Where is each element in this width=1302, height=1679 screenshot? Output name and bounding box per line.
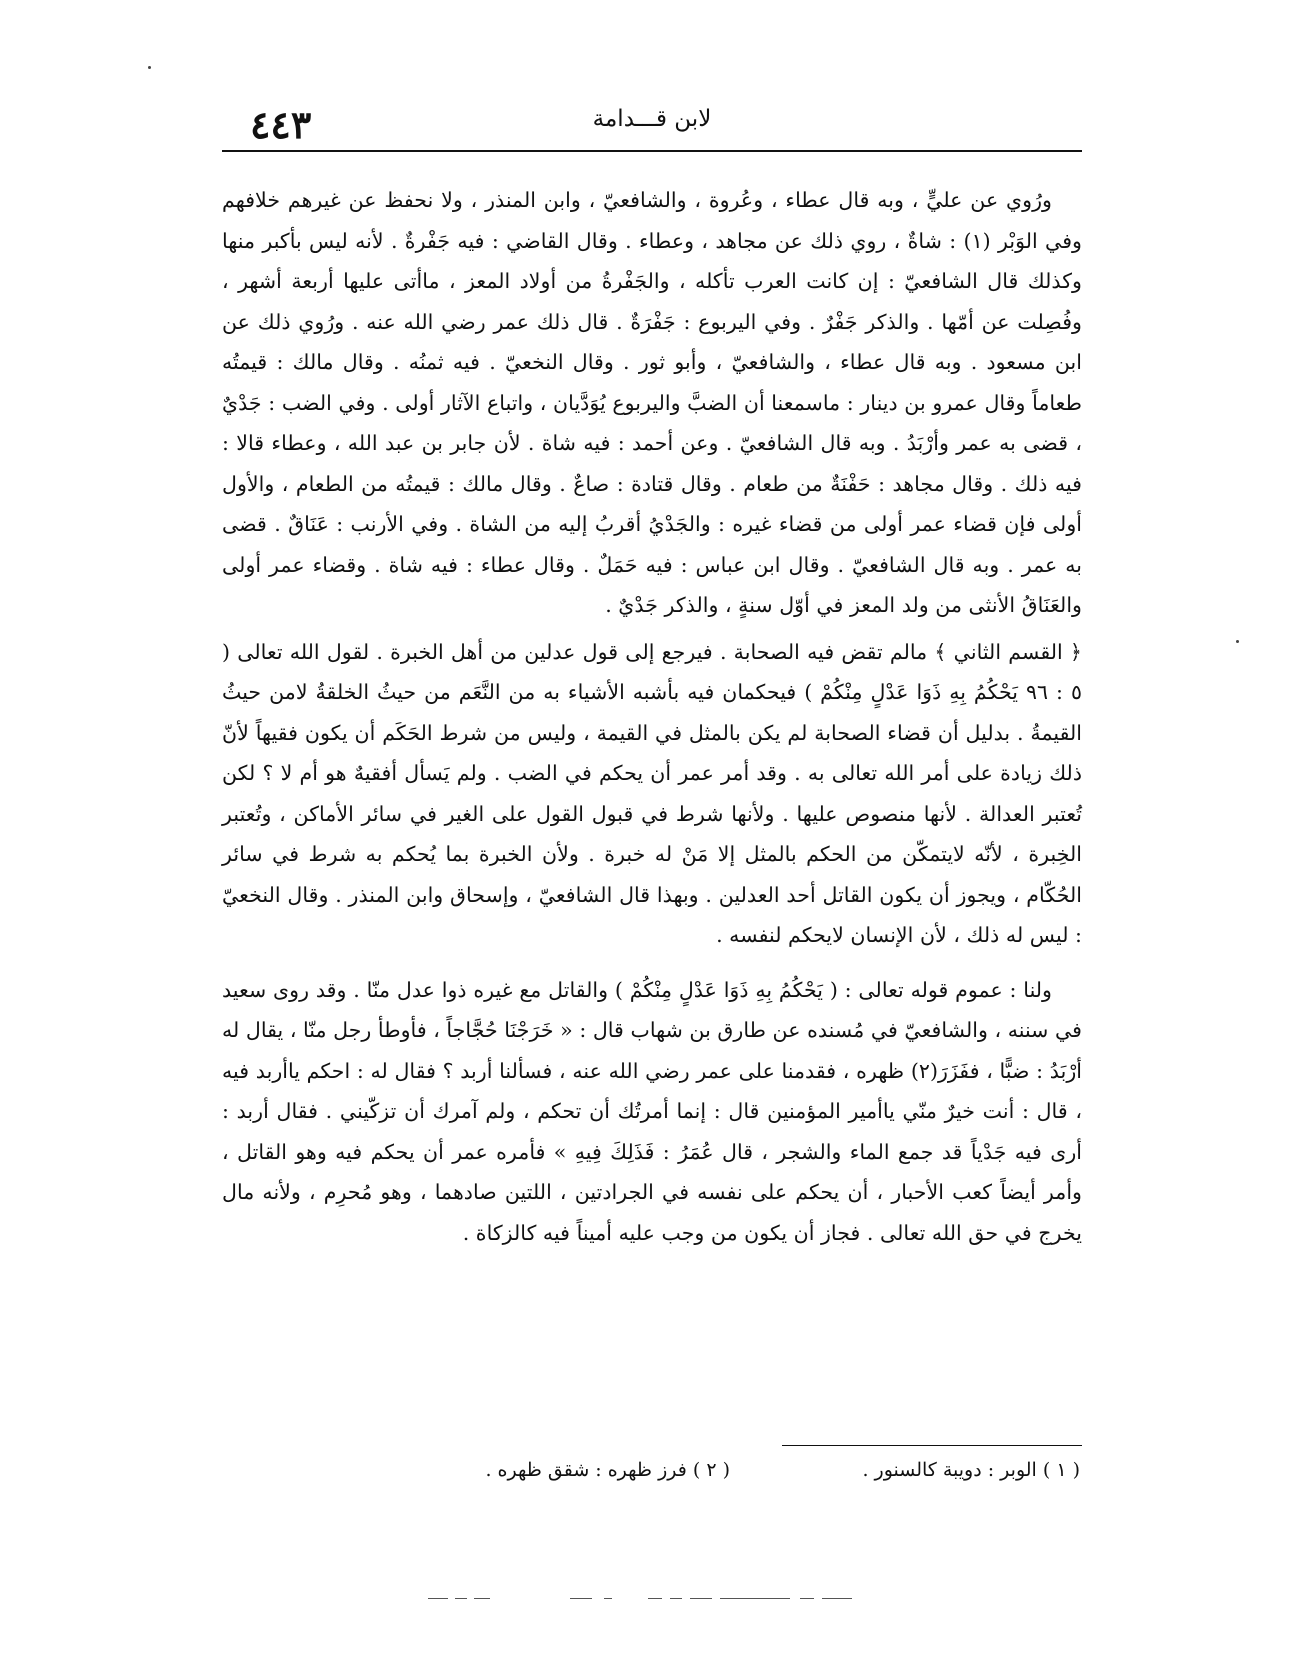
paragraph-2: ﴿ القسم الثاني ﴾ مالم تقض فيه الصحابة . فيرجع إلى قول عدلين من أهل الخبرة . لقول الله تعالى ( ٥ : ٩٦ يَحْكُمُ بِهِ ذَوَا عَدْلٍ مِنْكُمْ ) فيحكمان فيه بأشبه الأشياء به من النَّعَم من حيثُ الخلقةُ لامن حيثُ القيمةُ . بدليل أن قضاء الصحابة لم يكن بالمثل في القيمة ، وليس من شرط الحَكَم أن يكون فقيهاً لأنّ ذلك زيادة على أمر الله تعالى به . وقد أمر عمر أن يحكم في الضب . ولم يَسأل أفقيهٌ هو أم لا ؟ لكن تُعتبر العدالة . لأنها منصوص عليها . ولأنها شرط في قبول القول على الغير في سائر الأماكن ، وتُعتبر الخِبرة ، لأنّه لايتمكّن من الحكم بالمثل إلا مَنْ له خبرة . ولأن الخبرة بما يُحكم به شرط في سائر الحُكّام ، ويجوز أن يكون القاتل أحد العدلين . وبهذا قال الشافعيّ ، وإسحاق وابن المنذر . وقال النخعيّ : ليس له ذلك ، لأن الإنسان لايحكم لنفسه . <box>222 639 1082 947</box>
running-title: لابن قـــدامة <box>592 106 712 132</box>
scan-mark <box>720 1598 790 1599</box>
paragraph-1: ورُوي عن عليٍّ ، وبه قال عطاء ، وعُروة ، والشافعيّ ، وابن المنذر ، ولا نحفظ عن غيرهم خلافهم وفي الوَبْر (١) : شاةٌ ، روي ذلك عن مجاهد ، وعطاء . وقال القاضي : فيه جَفْرةٌ . لأنه ليس بأكبر منها وكذلك قال الشافعيّ : إن كانت العرب تأكله ، والجَفْرةُ من أولاد المعز ، ماأتى عليها أربعة أشهر ، وفُصِلت عن أمّها . والذكر جَفْرٌ . وفي اليربوع : جَفْرَةٌ . قال ذلك عمر رضي الله عنه . ورُوي ذلك عن ابن مسعود . وبه قال عطاء ، والشافعيّ ، وأبو ثور . وقال النخعيّ . فيه ثمنُه . وقال مالك : قيمتُه طعاماً وقال عمرو بن دينار : ماسمعنا أن الضبَّ واليربوع يُوَدَّيان ، واتباع الآثار أولى . وفي الضب : جَدْيٌ ، قضى به عمر وأرْبَدُ . وبه قال الشافعيّ . وعن أحمد : فيه شاة . لأن جابر بن عبد الله ، وعطاء قالا : فيه ذلك . وقال مجاهد : حَفْنَةٌ من طعام . وقال قتادة : صاعٌ . وقال مالك : قيمتُه من الطعام ، والأول أولى فإن قضاء عمر أولى من قضاء غيره : والجَدْيُ أقربُ إليه من الشاة . وفي الأرنب : عَنَاقٌ . قضى به عمر . وبه قال الشافعيّ . وقال ابن عباس : فيه حَمَلٌ . وقال عطاء : فيه شاة . وقضاء عمر أولى والعَنَاقُ الأنثى من ولد المعز في أوّل سنةٍ ، والذكر جَدْيٌ . <box>222 188 1082 617</box>
scan-speck <box>148 66 151 69</box>
scan-mark <box>455 1598 467 1599</box>
scan-mark <box>800 1598 814 1599</box>
body-text <box>222 180 1082 1253</box>
footnote-1: ( ١ ) الوبر : دويبة كالسنور . <box>862 1459 1080 1481</box>
scan-mark <box>822 1598 852 1599</box>
footnotes <box>420 1455 1080 1489</box>
scan-mark <box>474 1598 490 1599</box>
paragraph-3: ولنا : عموم قوله تعالى : ( يَحْكُمُ بِهِ ذَوَا عَدْلٍ مِنْكُمْ ) والقاتل مع غيره ذوا عدل منّا . وقد روى سعيد في سننه ، والشافعيّ في مُسنده عن طارق بن شهاب قال : « خَرَجْنَا حُجَّاجاً ، فأوطأ رجل منّا ، يقال له أرْبَدُ : ضبًّا ، ففَزَرَ(٢) ظهره ، فقدمنا على عمر رضي الله عنه ، فسألنا أربد ؟ فقال له : احكم ياأربد فيه ، قال : أنت خيرٌ منّي ياأمير المؤمنين قال : إنما أمرتُك أن تحكم ، ولم آمرك أن تزكّيني . فقال أربد : أرى فيه جَدْياً قد جمع الماء والشجر ، قال عُمَرُ : فَذَلِكَ فِيهِ » فأمره عمر أن يحكم فيه وهو القاتل ، وأمر أيضاً كعب الأحبار ، أن يحكم على نفسه في الجرادتين ، اللتين صادهما ، وهو مُحرِم ، ولأنه مال يخرج في حق الله تعالى . فجاز أن يكون من وجب عليه أميناً فيه كالزكاة . <box>222 977 1082 1245</box>
scan-mark <box>670 1598 682 1599</box>
scan-mark <box>604 1598 612 1599</box>
scan-speck <box>1236 640 1239 643</box>
page-number: ٤٤٣ <box>250 102 312 147</box>
footnote-2: ( ٢ ) فرز ظهره : شقق ظهره . <box>485 1459 730 1481</box>
scan-mark <box>570 1598 592 1599</box>
page-header <box>222 98 1082 152</box>
scan-mark <box>428 1598 448 1599</box>
scan-mark <box>648 1598 662 1599</box>
footnote-separator <box>782 1445 1082 1446</box>
scan-mark <box>690 1598 712 1599</box>
